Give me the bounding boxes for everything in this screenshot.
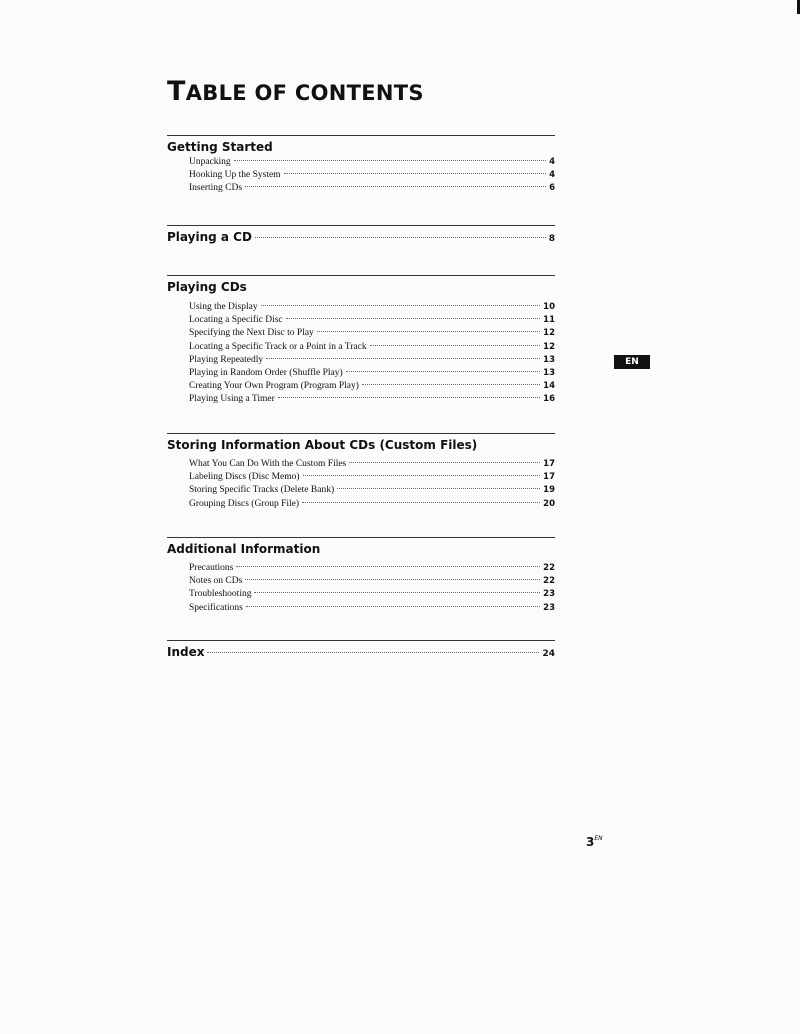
entry-label: Grouping Discs (Group File) (189, 498, 300, 509)
leader-dots (302, 502, 540, 503)
entry-page: 10 (543, 302, 555, 312)
entry-label: Specifications (189, 602, 243, 613)
entry-label: Locating a Specific Disc (189, 315, 283, 326)
toc-section-playing-cds (167, 275, 555, 407)
toc-section-additional-information (167, 537, 555, 615)
entry-page: 22 (543, 576, 555, 587)
entry-page: 24 (542, 649, 555, 659)
leader-dots (236, 566, 540, 567)
entry-page: 22 (543, 563, 555, 573)
toc-entry[interactable] (167, 341, 555, 354)
leader-dots (278, 397, 540, 398)
page-number-value: 3 (586, 835, 595, 849)
toc-entry[interactable] (167, 484, 555, 497)
entry-page: 17 (543, 472, 555, 483)
section-items (167, 458, 555, 511)
section-items (167, 156, 555, 196)
entry-label: Locating a Specific Track or a Point in a Track (189, 341, 367, 352)
toc-section-storing-information (167, 433, 555, 511)
entry-page: 12 (543, 341, 555, 352)
entry-page: 8 (548, 234, 555, 244)
toc-entry[interactable] (167, 314, 555, 327)
entry-page: 6 (549, 183, 555, 194)
section-heading: Playing CDs (167, 280, 247, 294)
title-initial: T (167, 76, 186, 107)
entry-page: 16 (543, 394, 555, 405)
entry-page: 13 (543, 354, 555, 365)
page-number (586, 835, 603, 849)
entry-page: 20 (543, 498, 555, 509)
section-items (167, 562, 555, 615)
toc-entry[interactable] (167, 354, 555, 367)
entry-label: Playing Repeatedly (189, 354, 264, 365)
entry-label: Precautions (189, 563, 234, 573)
toc-entry[interactable] (167, 169, 555, 182)
section-heading: Storing Information About CDs (Custom Files) (167, 438, 478, 452)
section-divider (167, 275, 555, 276)
entry-label: Using the Display (189, 302, 258, 312)
toc-section-playing-a-cd (167, 225, 555, 245)
leader-dots (317, 331, 540, 332)
leader-dots (234, 160, 546, 161)
entry-label: Labeling Discs (Disc Memo) (189, 472, 300, 483)
section-divider (167, 537, 555, 538)
toc-entry[interactable] (167, 644, 555, 660)
leader-dots (349, 462, 540, 463)
toc-entry[interactable] (167, 367, 555, 380)
entry-label: Playing in Random Order (Shuffle Play) (189, 367, 343, 378)
toc-entry[interactable] (167, 458, 555, 471)
page-number-suffix: EN (594, 835, 603, 842)
leader-dots (261, 305, 541, 306)
entry-page: 19 (543, 485, 555, 496)
entry-page: 23 (543, 589, 555, 600)
entry-label: Storing Specific Tracks (Delete Bank) (189, 485, 335, 496)
leader-dots (346, 371, 541, 372)
toc-entry[interactable] (167, 562, 555, 575)
language-badge: EN (614, 355, 650, 369)
toc-entry[interactable] (167, 327, 555, 340)
leader-dots (370, 345, 541, 346)
toc-entry[interactable] (167, 182, 555, 195)
toc-section-index (167, 640, 555, 660)
entry-page: 13 (543, 367, 555, 378)
toc-entry[interactable] (167, 393, 555, 406)
entry-label: Hooking Up the System (189, 170, 281, 181)
leader-dots (254, 592, 540, 593)
toc-entry[interactable] (167, 229, 555, 245)
toc-entry[interactable] (167, 380, 555, 393)
section-divider (167, 225, 555, 226)
leader-dots (266, 358, 540, 359)
leader-dots (303, 475, 541, 476)
section-heading: Playing a CD (167, 230, 252, 244)
toc-entry[interactable] (167, 471, 555, 484)
toc-section-getting-started (167, 135, 555, 196)
toc-entry[interactable] (167, 498, 555, 511)
section-items (167, 301, 555, 407)
leader-dots (362, 384, 540, 385)
entry-label: Creating Your Own Program (Program Play) (189, 381, 359, 392)
section-divider (167, 433, 555, 434)
toc-entry[interactable] (167, 301, 555, 314)
leader-dots (245, 579, 540, 580)
entry-label: Specifying the Next Disc to Play (189, 328, 314, 339)
leader-dots (255, 237, 546, 238)
section-divider (167, 135, 555, 136)
entry-page: 4 (549, 157, 555, 167)
entry-label: Unpacking (189, 157, 231, 167)
leader-dots (207, 652, 539, 653)
entry-page: 23 (543, 602, 555, 613)
toc-entry[interactable] (167, 575, 555, 588)
toc-entry[interactable] (167, 602, 555, 615)
toc-entry[interactable] (167, 156, 555, 169)
entry-label: What You Can Do With the Custom Files (189, 459, 347, 469)
section-heading: Index (167, 645, 205, 659)
title-rest: ABLE OF CONTENTS (185, 81, 424, 105)
entry-label: Playing Using a Timer (189, 394, 275, 405)
entry-page: 11 (543, 315, 555, 326)
leader-dots (337, 488, 540, 489)
leader-dots (284, 173, 547, 174)
entry-label: Inserting CDs (189, 183, 243, 194)
toc-entry[interactable] (167, 588, 555, 601)
section-divider (167, 640, 555, 641)
leader-dots (286, 318, 541, 319)
entry-page: 4 (549, 170, 555, 181)
entry-label: Troubleshooting (189, 589, 252, 600)
section-heading: Additional Information (167, 542, 321, 556)
entry-label: Notes on CDs (189, 576, 243, 587)
leader-dots (246, 606, 540, 607)
leader-dots (245, 186, 546, 187)
entry-page: 17 (543, 459, 555, 469)
page-title (167, 76, 424, 107)
entry-page: 14 (543, 381, 555, 392)
entry-page: 12 (543, 328, 555, 339)
section-heading: Getting Started (167, 140, 273, 154)
